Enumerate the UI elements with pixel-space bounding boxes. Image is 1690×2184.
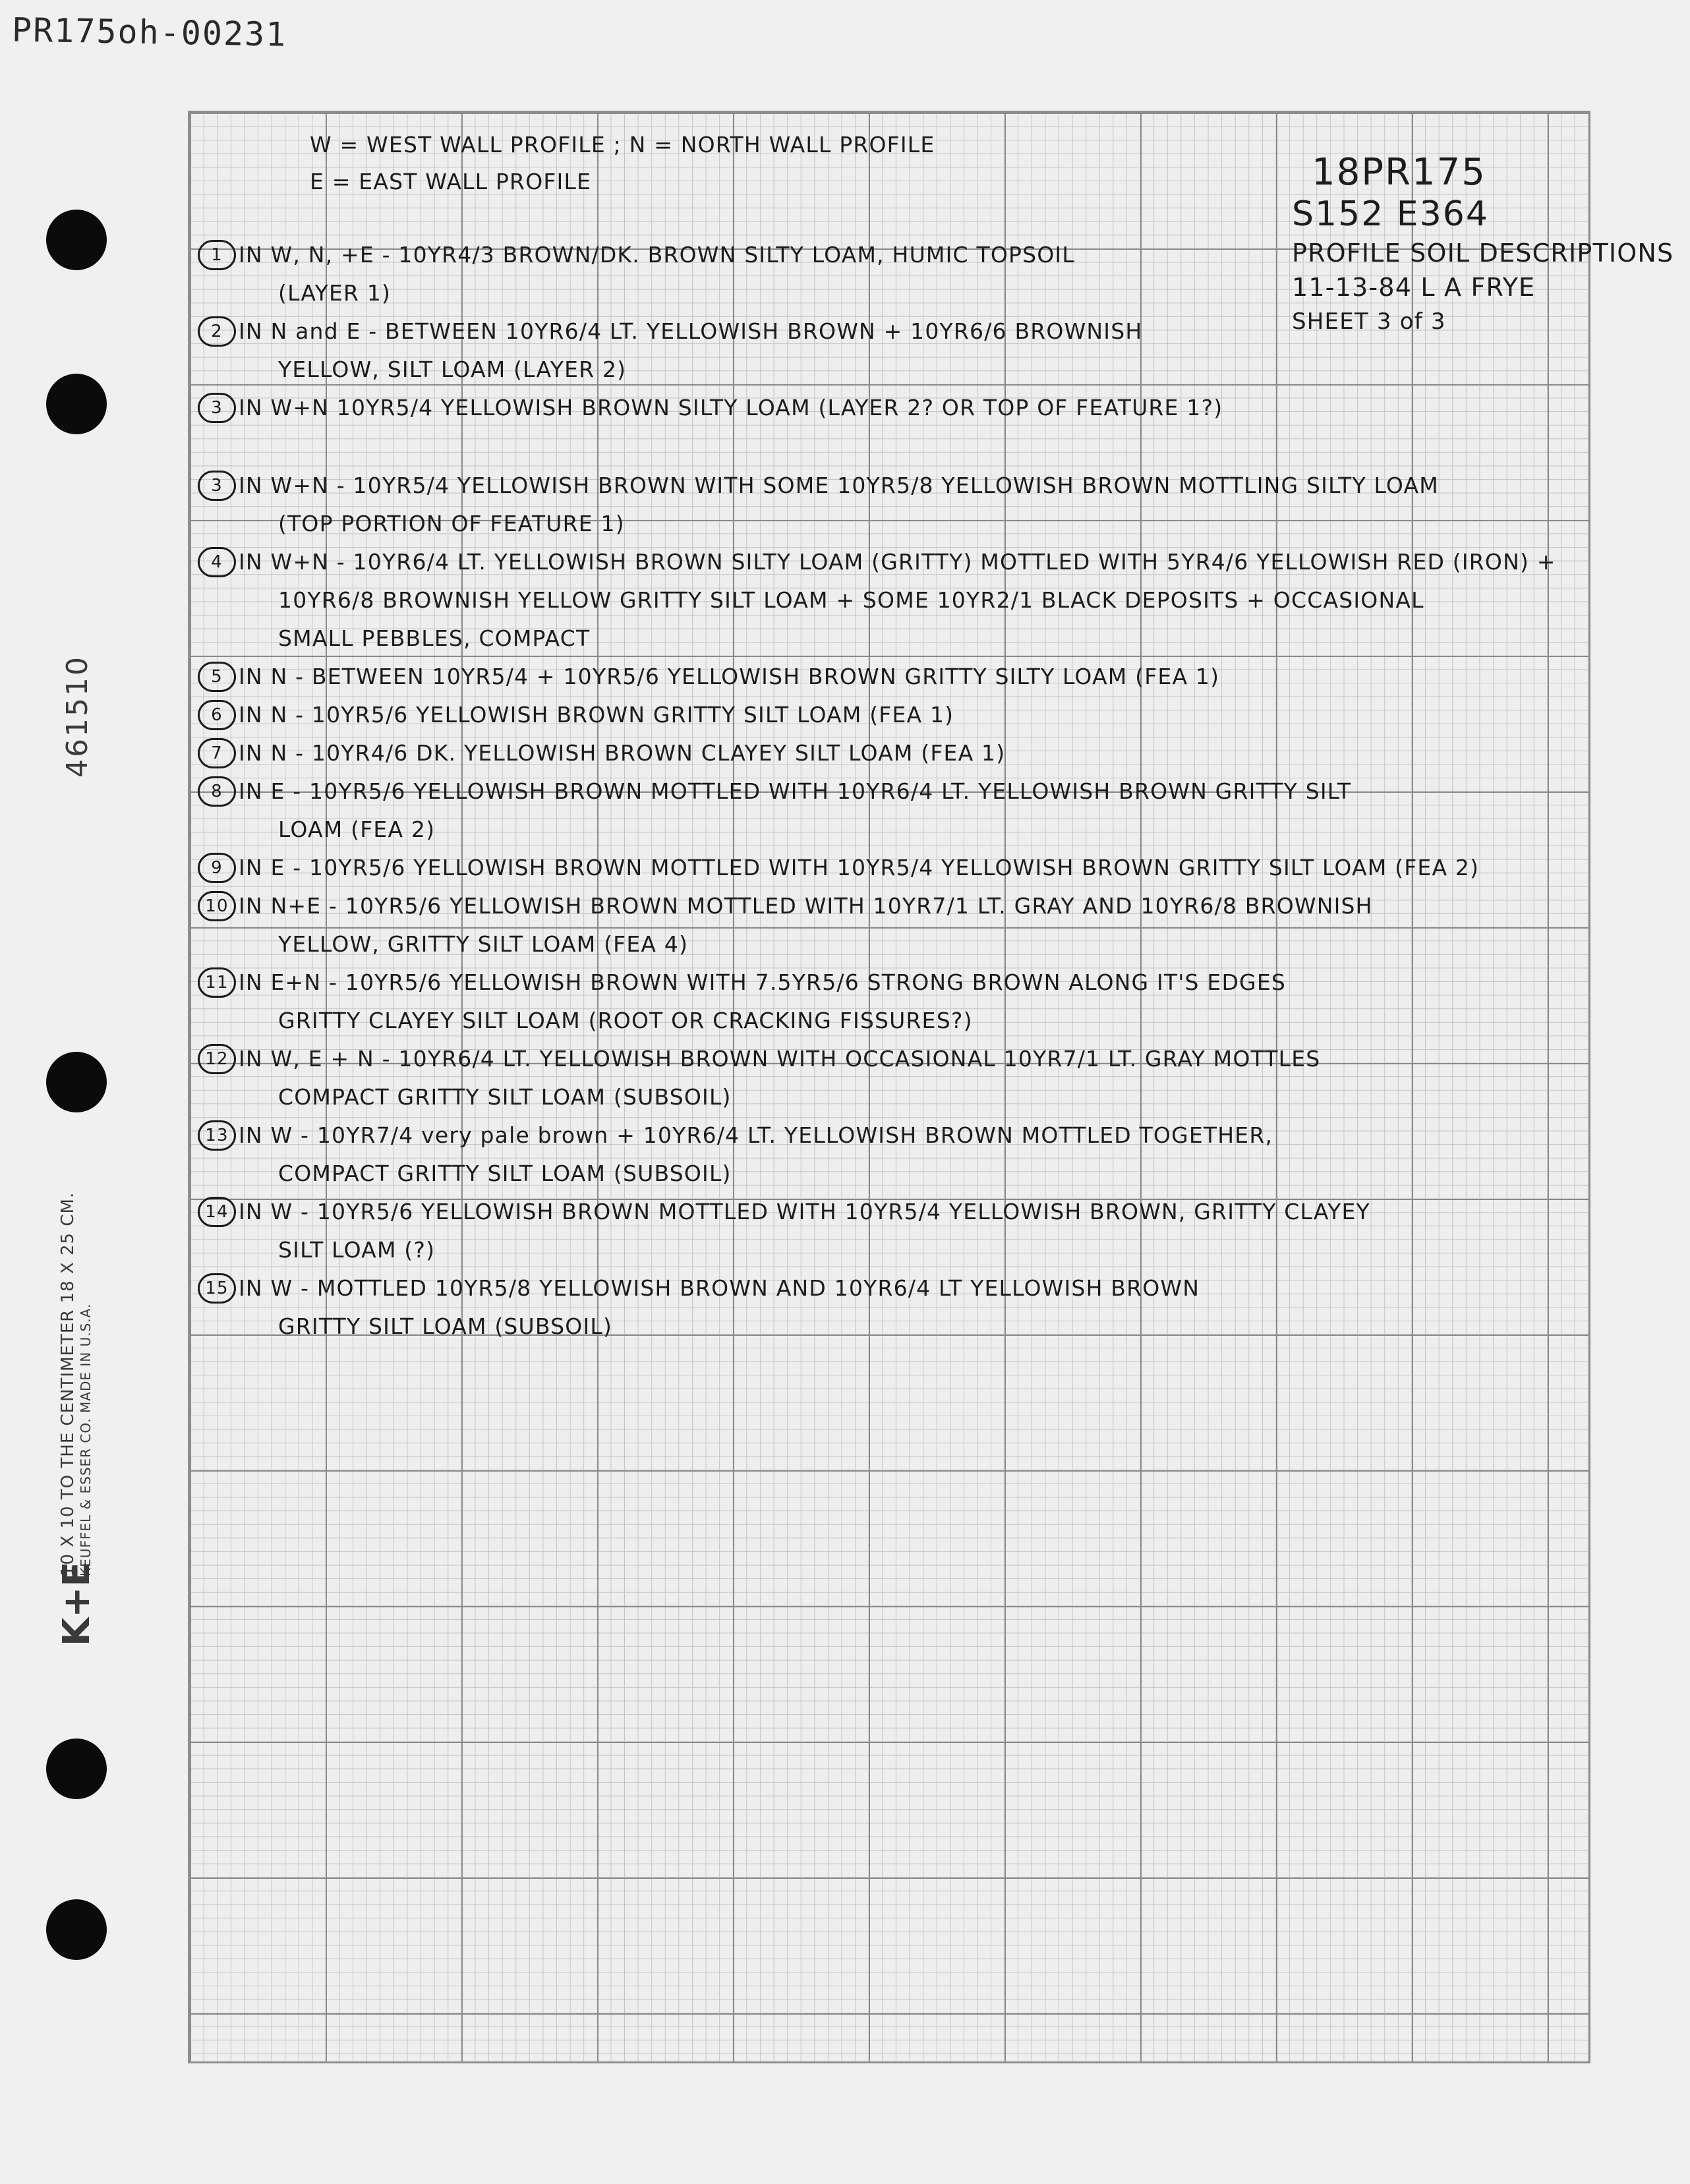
entry-line: YELLOW, SILT LOAM (LAYER 2) <box>278 357 627 382</box>
entry-line: IN W, N, +E - 10YR4/3 BROWN/DK. BROWN SILTY LOAM, HUMIC TOPSOIL <box>239 242 1075 268</box>
binder-hole <box>46 1899 107 1960</box>
binder-hole <box>46 374 107 434</box>
soil-entry <box>198 389 1635 427</box>
binder-hole <box>46 1739 107 1799</box>
entry-line: IN W+N 10YR5/4 YELLOWISH BROWN SILTY LOAM (LAYER 2? OR TOP OF FEATURE 1?) <box>239 395 1223 420</box>
entry-number: 3 <box>198 471 236 501</box>
entry-number: 5 <box>198 662 236 692</box>
excavation-unit: S152 E364 <box>1292 194 1489 234</box>
soil-entry <box>198 236 1635 312</box>
entry-line: IN N - 10YR5/6 YELLOWISH BROWN GRITTY SILT LOAM (FEA 1) <box>239 702 954 728</box>
sheet-count: SHEET 3 of 3 <box>1292 308 1446 335</box>
entry-line: IN N and E - BETWEEN 10YR6/4 LT. YELLOWISH BROWN + 10YR6/6 BROWNISH <box>239 318 1143 344</box>
spacer <box>198 427 1635 467</box>
entry-number: 1 <box>198 240 236 270</box>
legend-line: W = WEST WALL PROFILE ; N = NORTH WALL PROFILE <box>310 132 935 158</box>
site-number: 18PR175 <box>1312 151 1486 194</box>
entry-line: GRITTY CLAYEY SILT LOAM (ROOT OR CRACKING FISSURES?) <box>278 1008 973 1033</box>
entry-number: 6 <box>198 700 236 730</box>
entry-number: 2 <box>198 316 236 347</box>
soil-entry <box>198 887 1635 963</box>
entry-line: GRITTY SILT LOAM (SUBSOIL) <box>278 1313 613 1339</box>
soil-entry <box>198 1193 1635 1269</box>
soil-entry <box>198 1116 1635 1193</box>
entry-line: (LAYER 1) <box>278 280 392 306</box>
entry-line: YELLOW, GRITTY SILT LOAM (FEA 4) <box>278 931 689 957</box>
entry-line: IN N - BETWEEN 10YR5/4 + 10YR5/6 YELLOWISH BROWN GRITTY SILTY LOAM (FEA 1) <box>239 664 1220 689</box>
entry-line: IN W+N - 10YR5/4 YELLOWISH BROWN WITH SOME 10YR5/8 YELLOWISH BROWN MOTTLING SILTY LOAM <box>239 473 1439 498</box>
entry-line: IN N+E - 10YR5/6 YELLOWISH BROWN MOTTLED WITH 10YR7/1 LT. GRAY AND 10YR6/8 BROWNISH <box>239 893 1373 919</box>
entry-line: SILT LOAM (?) <box>278 1237 436 1263</box>
soil-entry <box>198 849 1635 887</box>
entry-line: COMPACT GRITTY SILT LOAM (SUBSOIL) <box>278 1161 732 1186</box>
soil-entry <box>198 734 1635 772</box>
soil-entry <box>198 1040 1635 1116</box>
entry-line: IN W - 10YR5/6 YELLOWISH BROWN MOTTLED WITH 10YR5/4 YELLOWISH BROWN, GRITTY CLAYEY <box>239 1199 1370 1224</box>
paper-spec-line: 10 X 10 TO THE CENTIMETER 18 X 25 CM. <box>58 1192 78 1576</box>
paper-stock-number: 461510 <box>61 655 94 778</box>
soil-entry <box>198 658 1635 696</box>
soil-entry <box>198 1269 1635 1346</box>
legend-line: E = EAST WALL PROFILE <box>310 169 592 194</box>
soil-entry <box>198 696 1635 734</box>
entry-line: LOAM (FEA 2) <box>278 817 436 842</box>
entry-number: 3 <box>198 393 236 423</box>
wall-legend <box>310 127 935 200</box>
soil-entry <box>198 963 1635 1040</box>
entry-line: IN E+N - 10YR5/6 YELLOWISH BROWN WITH 7.5YR5/6 STRONG BROWN ALONG IT'S EDGES <box>239 969 1287 995</box>
paper-maker-line: KEUFFEL & ESSER CO. MADE IN U.S.A. <box>78 1303 94 1576</box>
entry-line: IN E - 10YR5/6 YELLOWISH BROWN MOTTLED WITH 10YR5/4 YELLOWISH BROWN GRITTY SILT LOAM (FEA 2) <box>239 855 1480 880</box>
entry-line: 10YR6/8 BROWNISH YELLOW GRITTY SILT LOAM + SOME 10YR2/1 BLACK DEPOSITS + OCCASIONAL <box>278 587 1424 613</box>
entry-line: IN N - 10YR4/6 DK. YELLOWISH BROWN CLAYEY SILT LOAM (FEA 1) <box>239 740 1006 766</box>
entry-line: (TOP PORTION OF FEATURE 1) <box>278 511 625 536</box>
soil-descriptions <box>198 236 1635 1346</box>
document-id: PR175oh-00231 <box>11 11 287 54</box>
entry-number: 4 <box>198 547 236 577</box>
entry-number: 7 <box>198 738 236 768</box>
entry-line: IN W - MOTTLED 10YR5/8 YELLOWISH BROWN AND 10YR6/4 LT YELLOWISH BROWN <box>239 1275 1200 1301</box>
soil-entry <box>198 467 1635 543</box>
entry-line: COMPACT GRITTY SILT LOAM (SUBSOIL) <box>278 1084 732 1110</box>
entry-number: 15 <box>198 1273 236 1304</box>
entry-number: 8 <box>198 776 236 807</box>
soil-entry <box>198 772 1635 849</box>
binder-hole <box>46 210 107 270</box>
entry-line: IN E - 10YR5/6 YELLOWISH BROWN MOTTLED WITH 10YR6/4 LT. YELLOWISH BROWN GRITTY SILT <box>239 778 1352 804</box>
entry-line: SMALL PEBBLES, COMPACT <box>278 625 591 651</box>
entry-number: 10 <box>198 891 236 921</box>
soil-entry <box>198 543 1635 658</box>
entry-number: 12 <box>198 1044 236 1074</box>
entry-line: IN W - 10YR7/4 very pale brown + 10YR6/4 LT. YELLOWISH BROWN MOTTLED TOGETHER, <box>239 1122 1273 1148</box>
entry-line: IN W, E + N - 10YR6/4 LT. YELLOWISH BROWN WITH OCCASIONAL 10YR7/1 LT. GRAY MOTTLES <box>239 1046 1321 1072</box>
entry-number: 9 <box>198 853 236 883</box>
soil-entry <box>198 312 1635 389</box>
paper-brand-logo: K+E <box>55 1561 98 1646</box>
entry-number: 11 <box>198 967 236 998</box>
date-author: 11-13-84 L A FRYE <box>1292 273 1536 302</box>
sheet-title: PROFILE SOIL DESCRIPTIONS <box>1292 239 1674 268</box>
entry-line: IN W+N - 10YR6/4 LT. YELLOWISH BROWN SILTY LOAM (GRITTY) MOTTLED WITH 5YR4/6 YELLOWISH RED (IRON) + <box>239 549 1556 575</box>
entry-number: 13 <box>198 1120 236 1151</box>
binder-hole <box>46 1052 107 1112</box>
entry-number: 14 <box>198 1197 236 1227</box>
